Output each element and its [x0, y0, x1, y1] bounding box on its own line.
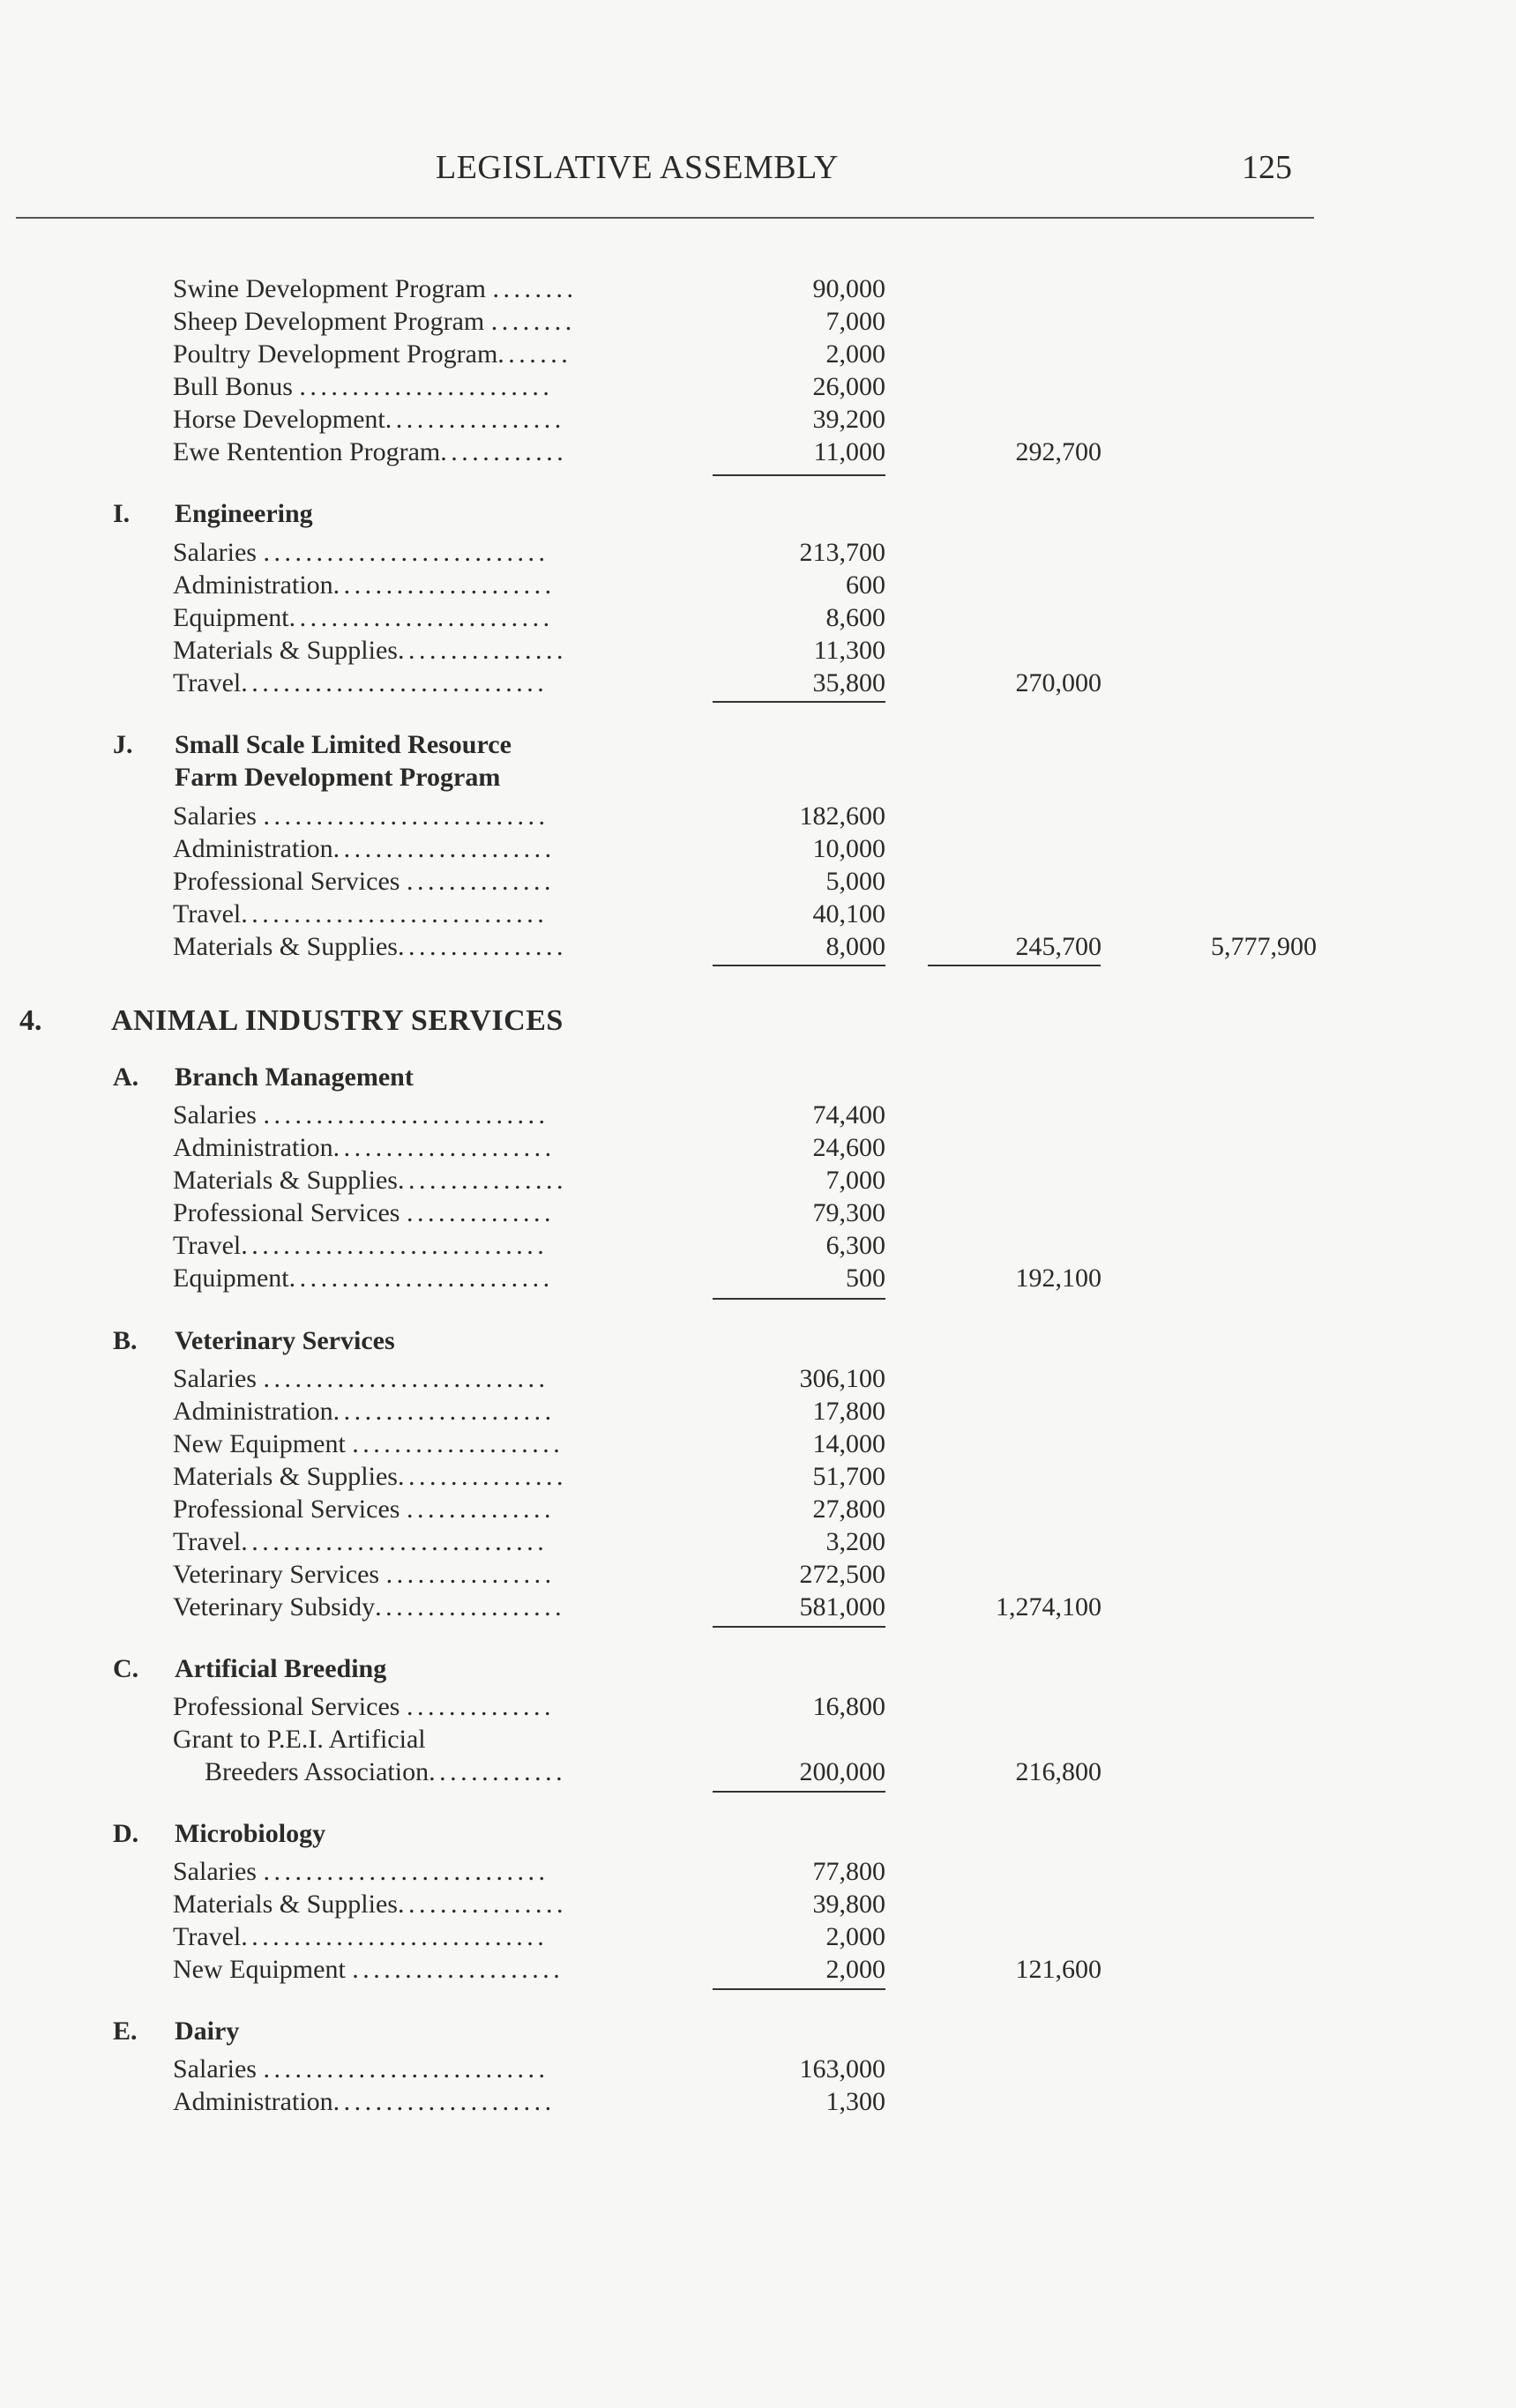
line-amount: 3,200	[825, 1527, 885, 1556]
line-item: Swine Development Program ........	[173, 274, 578, 303]
line-amount: 213,700	[799, 538, 885, 567]
subtotal: 1,274,100	[996, 1592, 1102, 1621]
section-letter: J.	[113, 730, 133, 759]
line-item: Administration.....................	[173, 2087, 556, 2116]
line-amount: 26,000	[812, 372, 885, 401]
line-amount: 500	[846, 1264, 885, 1293]
line-item: New Equipment ....................	[173, 1955, 564, 1984]
line-item: Veterinary Services ................	[173, 1560, 556, 1589]
subtotal: 192,100	[1015, 1264, 1102, 1293]
subtotal: 216,800	[1015, 1757, 1102, 1786]
line-item: Administration.....................	[173, 1397, 556, 1426]
line-item: Administration.....................	[173, 1133, 556, 1162]
line-item: Breeders Association.............	[205, 1757, 567, 1786]
total-rule	[713, 1298, 885, 1300]
line-item: Materials & Supplies................	[173, 1462, 567, 1491]
line-item: Travel.............................	[173, 1527, 549, 1556]
line-amount: 51,700	[812, 1462, 885, 1491]
section-heading: Dairy	[175, 2017, 240, 2046]
line-amount: 5,000	[825, 867, 885, 896]
section-heading: Artificial Breeding	[175, 1654, 387, 1683]
section-heading: Small Scale Limited Resource	[175, 730, 512, 759]
line-amount: 16,800	[812, 1692, 885, 1721]
line-item: Professional Services ..............	[173, 1198, 555, 1227]
line-amount: 200,000	[799, 1757, 885, 1786]
line-amount: 163,000	[799, 2054, 885, 2084]
line-amount: 10,000	[812, 834, 885, 863]
line-amount: 17,800	[812, 1397, 885, 1426]
line-item: New Equipment ....................	[173, 1429, 564, 1458]
line-item: Materials & Supplies................	[173, 932, 567, 961]
line-amount: 2,000	[825, 339, 885, 369]
total-rule	[713, 1791, 885, 1793]
line-amount: 11,300	[813, 636, 885, 665]
total-rule	[713, 1626, 885, 1628]
section-heading: Veterinary Services	[175, 1326, 395, 1355]
total-rule	[713, 965, 885, 966]
subtotal: 121,600	[1015, 1955, 1102, 1984]
section-letter: I.	[113, 499, 131, 528]
line-item: Travel.............................	[173, 1231, 549, 1260]
line-amount: 39,200	[812, 405, 885, 434]
grand-total: 5,777,900	[1211, 932, 1317, 961]
line-item: Bull Bonus ........................	[173, 372, 554, 401]
section-heading: Branch Management	[175, 1062, 414, 1092]
line-amount: 77,800	[812, 1857, 885, 1886]
line-amount: 600	[846, 570, 885, 600]
section-letter: E.	[113, 2017, 138, 2046]
line-amount: 35,800	[812, 668, 885, 697]
section-letter: C.	[113, 1654, 139, 1683]
section-title: ANIMAL INDUSTRY SERVICES	[111, 1004, 564, 1037]
page-number: 125	[1242, 149, 1292, 186]
header-rule	[16, 217, 1314, 219]
line-amount: 14,000	[812, 1429, 885, 1458]
subtotal: 292,700	[1015, 437, 1102, 466]
line-item: Salaries ...........................	[173, 538, 549, 567]
line-amount: 11,000	[813, 437, 885, 466]
line-item: Salaries ...........................	[173, 1364, 549, 1393]
section-letter: B.	[113, 1326, 138, 1355]
line-item: Grant to P.E.I. Artificial	[173, 1725, 426, 1754]
line-amount: 74,400	[812, 1100, 885, 1129]
line-amount: 6,300	[825, 1231, 885, 1260]
line-amount: 27,800	[812, 1495, 885, 1524]
line-item: Travel.............................	[173, 668, 549, 697]
line-amount: 581,000	[799, 1592, 885, 1621]
line-item: Salaries ...........................	[173, 1100, 549, 1129]
line-item: Professional Services ..............	[173, 1495, 555, 1524]
line-item: Salaries ...........................	[173, 2054, 549, 2084]
total-rule	[713, 701, 885, 703]
line-amount: 272,500	[799, 1560, 885, 1589]
line-item: Ewe Rentention Program............	[173, 437, 568, 466]
line-item: Professional Services ..............	[173, 1692, 555, 1721]
line-item: Salaries ...........................	[173, 1857, 549, 1886]
line-item: Equipment.........................	[173, 1264, 554, 1293]
line-item: Horse Development.................	[173, 405, 565, 434]
line-item: Poultry Development Program.......	[173, 339, 572, 369]
section-letter: D.	[113, 1819, 139, 1848]
line-item: Administration.....................	[173, 570, 556, 600]
page-header-title: LEGISLATIVE ASSEMBLY	[436, 149, 839, 186]
subtotal-rule	[928, 965, 1101, 966]
total-rule	[713, 474, 885, 476]
line-amount: 40,100	[812, 899, 885, 928]
section-heading-line2: Farm Development Program	[175, 763, 501, 792]
line-item: Sheep Development Program ........	[173, 307, 576, 336]
line-amount: 7,000	[825, 307, 885, 336]
subtotal: 270,000	[1015, 668, 1102, 697]
line-amount: 7,000	[825, 1166, 885, 1195]
line-amount: 2,000	[825, 1922, 885, 1951]
line-amount: 306,100	[799, 1364, 885, 1393]
line-amount: 8,000	[825, 932, 885, 961]
line-amount: 39,800	[812, 1890, 885, 1919]
line-item: Administration.....................	[173, 834, 556, 863]
section-number: 4.	[19, 1004, 42, 1037]
subtotal: 245,700	[1015, 932, 1102, 961]
line-item: Materials & Supplies................	[173, 1890, 567, 1919]
line-item: Travel.............................	[173, 899, 549, 928]
line-amount: 8,600	[825, 603, 885, 632]
line-amount: 182,600	[799, 801, 885, 831]
section-letter: A.	[113, 1062, 139, 1092]
line-amount: 1,300	[825, 2087, 885, 2116]
line-amount: 90,000	[812, 274, 885, 303]
line-item: Equipment.........................	[173, 603, 554, 632]
line-item: Travel.............................	[173, 1922, 549, 1951]
section-heading: Engineering	[175, 499, 313, 528]
line-item: Materials & Supplies................	[173, 1166, 567, 1195]
line-item: Materials & Supplies................	[173, 636, 567, 665]
section-heading: Microbiology	[175, 1819, 326, 1848]
line-amount: 24,600	[812, 1133, 885, 1162]
line-amount: 2,000	[825, 1955, 885, 1984]
line-amount: 79,300	[812, 1198, 885, 1227]
total-rule	[713, 1988, 885, 1990]
line-item: Salaries ...........................	[173, 801, 549, 831]
line-item: Professional Services ..............	[173, 867, 555, 896]
line-item: Veterinary Subsidy..................	[173, 1592, 566, 1621]
